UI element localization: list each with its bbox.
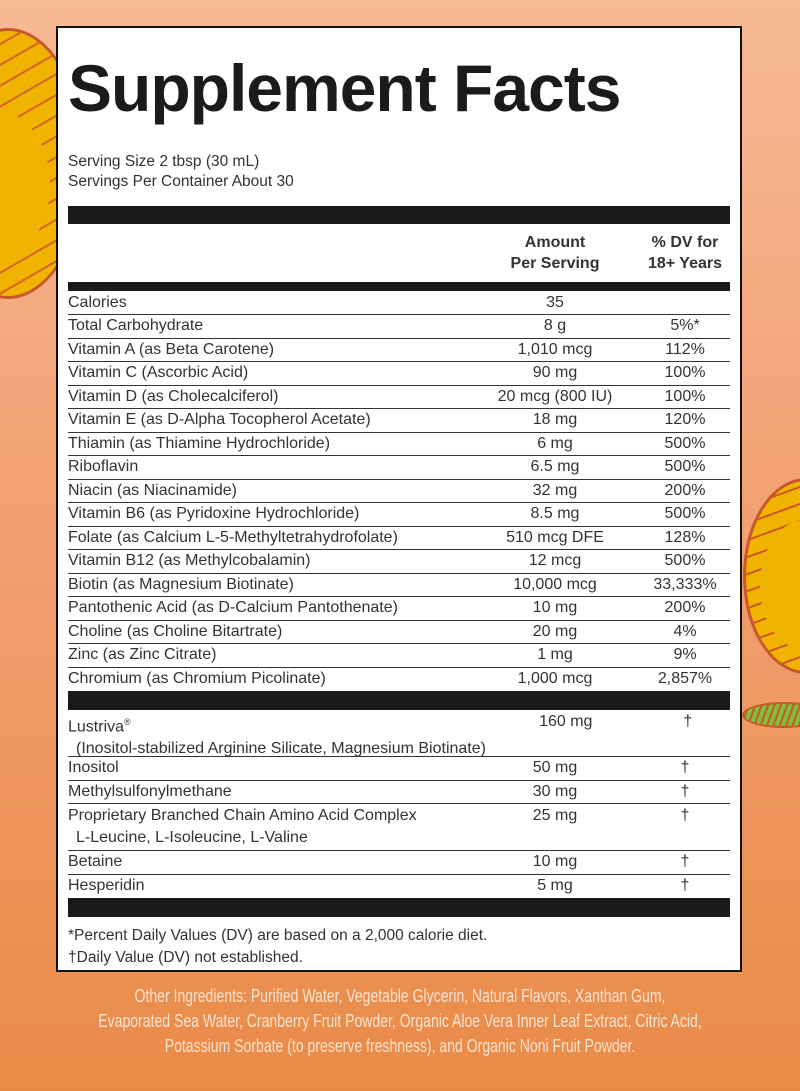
nutrient-dv: 500% xyxy=(664,552,706,570)
table-row xyxy=(68,851,730,875)
nutrient-amount: 12 mcg xyxy=(528,552,582,570)
nutrient-amount: 10,000 mcg xyxy=(513,575,597,593)
active-name: Hesperidin xyxy=(68,877,145,895)
active-dv: † xyxy=(680,782,690,800)
header-amount xyxy=(470,232,640,274)
active-dv: † xyxy=(683,713,693,730)
active-name xyxy=(68,711,486,760)
divider-section xyxy=(68,898,730,917)
table-row xyxy=(68,362,730,386)
table-row xyxy=(68,480,730,504)
nutrient-dv: 200% xyxy=(664,599,706,617)
active-amount: 160 mg xyxy=(539,713,593,730)
active-name xyxy=(68,805,470,849)
nutrient-amount: 510 mcg DFE xyxy=(506,528,604,546)
active-name-text: Lustriva xyxy=(68,718,125,736)
header-dv-line2: 18+ Years xyxy=(647,255,722,272)
nutrient-dv: 4% xyxy=(673,622,697,640)
nutrient-name: Chromium (as Chromium Picolinate) xyxy=(68,670,326,688)
nutrient-amount: 18 mg xyxy=(532,411,578,429)
nutrient-amount: 90 mg xyxy=(532,364,578,382)
nutrient-name: Total Carbohydrate xyxy=(68,317,204,335)
active-amount: 25 mg xyxy=(532,807,578,824)
nutrient-name: Zinc (as Zinc Citrate) xyxy=(68,646,217,664)
active-dv: † xyxy=(680,877,690,895)
nutrient-amount: 1 mg xyxy=(537,646,573,664)
other-ingredients xyxy=(0,984,800,1059)
active-dv: † xyxy=(680,759,690,777)
table-row xyxy=(68,574,730,598)
nutrient-name: Biotin (as Magnesium Biotinate) xyxy=(68,575,294,593)
table-row xyxy=(68,644,730,668)
table-row xyxy=(68,291,730,315)
nutrient-table xyxy=(68,291,730,691)
divider-medium xyxy=(68,282,730,291)
footnotes xyxy=(68,925,730,969)
table-row xyxy=(68,621,730,645)
footnote-dv-not-established: †Daily Value (DV) not established. xyxy=(68,949,303,966)
nutrient-amount: 1,000 mcg xyxy=(517,670,593,688)
nutrient-name: Choline (as Choline Bitartrate) xyxy=(68,622,283,640)
header-dv xyxy=(640,232,730,274)
nutrient-amount: 32 mg xyxy=(532,481,578,499)
nutrient-amount: 6 mg xyxy=(537,434,573,452)
nutrient-name: Vitamin B12 (as Methylcobalamin) xyxy=(68,552,311,570)
nutrient-dv: 33,333% xyxy=(653,575,717,593)
divider-section xyxy=(68,691,730,710)
other-ingredients-line: Evaporated Sea Water, Cranberry Fruit Powder, Organic Aloe Vera Inner Leaf Extract, Citric Acid, xyxy=(98,1011,702,1031)
active-name: Inositol xyxy=(68,759,119,777)
nutrient-amount: 20 mg xyxy=(532,622,578,640)
table-row xyxy=(68,597,730,621)
nutrient-dv: 112% xyxy=(665,340,705,358)
other-ingredients-text xyxy=(41,984,759,1059)
nutrient-dv: 500% xyxy=(664,505,706,523)
active-amount: 10 mg xyxy=(532,853,578,871)
panel-title: Supplement Facts xyxy=(68,51,621,125)
servings-per-container: Servings Per Container About 30 xyxy=(68,173,294,190)
divider-thick xyxy=(68,206,730,224)
nutrient-amount: 8 g xyxy=(543,317,567,335)
nutrient-name: Calories xyxy=(68,293,127,311)
active-name: Methylsulfonylmethane xyxy=(68,782,232,800)
header-amount-line2: Per Serving xyxy=(510,255,600,272)
nutrient-name: Vitamin B6 (as Pyridoxine Hydrochloride) xyxy=(68,505,360,523)
nutrient-dv: 100% xyxy=(664,364,706,382)
active-name-text: Proprietary Branched Chain Amino Acid Complex xyxy=(68,807,417,824)
column-header xyxy=(68,224,730,282)
nutrient-amount: 20 mcg (800 IU) xyxy=(497,387,613,405)
nutrient-amount: 8.5 mg xyxy=(530,505,580,523)
active-name: Betaine xyxy=(68,853,123,871)
nutrient-name: Riboflavin xyxy=(68,458,139,476)
table-row xyxy=(68,710,730,757)
nutrient-amount: 1,010 mcg xyxy=(517,340,593,358)
nutrient-name: Vitamin D (as Cholecalciferol) xyxy=(68,387,279,405)
active-amount: 50 mg xyxy=(532,759,578,777)
active-amount: 5 mg xyxy=(537,877,573,895)
nutrient-dv: 128% xyxy=(664,528,706,546)
nutrient-amount: 10 mg xyxy=(532,599,578,617)
table-row xyxy=(68,527,730,551)
nutrient-dv: 500% xyxy=(664,434,706,452)
active-sub: L-Leucine, L-Isoleucine, L-Valine xyxy=(76,829,308,846)
registered-mark: ® xyxy=(124,717,131,727)
nutrient-amount: 35 xyxy=(546,293,564,311)
active-dv: † xyxy=(680,807,690,824)
nutrient-name: Thiamin (as Thiamine Hydrochloride) xyxy=(68,434,331,452)
header-amount-line1: Amount xyxy=(524,234,586,251)
nutrient-name: Vitamin E (as D-Alpha Tocopherol Acetate) xyxy=(68,411,371,429)
table-row xyxy=(68,550,730,574)
active-amount: 30 mg xyxy=(532,782,578,800)
serving-size: Serving Size 2 tbsp (30 mL) xyxy=(68,153,260,170)
table-row xyxy=(68,339,730,363)
table-row xyxy=(68,781,730,805)
table-row xyxy=(68,804,730,851)
nutrient-dv: 200% xyxy=(664,481,706,499)
nutrient-dv: 120% xyxy=(664,411,706,429)
table-row xyxy=(68,668,730,692)
serving-info xyxy=(68,152,730,192)
nutrient-name: Pantothenic Acid (as D-Calcium Pantothenate) xyxy=(68,599,398,617)
nutrient-name: Vitamin C (Ascorbic Acid) xyxy=(68,364,249,382)
footnote-dv-basis: *Percent Daily Values (DV) are based on a 2,000 calorie diet. xyxy=(68,927,488,944)
supplement-facts-panel xyxy=(56,26,742,972)
nutrient-amount: 6.5 mg xyxy=(530,458,580,476)
leaf-illustration xyxy=(742,702,800,728)
table-row xyxy=(68,503,730,527)
active-sub: (Inositol-stabilized Arginine Silicate, Magnesium Biotinate) xyxy=(76,740,486,758)
table-row xyxy=(68,757,730,781)
table-row xyxy=(68,386,730,410)
table-row xyxy=(68,875,730,899)
nutrient-dv: 100% xyxy=(664,387,706,405)
nutrient-name: Niacin (as Niacinamide) xyxy=(68,481,237,499)
nutrient-name: Folate (as Calcium L-5-Methyltetrahydrofolate) xyxy=(68,528,398,546)
other-ingredients-line: Potassium Sorbate (to preserve freshness), and Organic Noni Fruit Powder. xyxy=(164,1036,636,1056)
table-row xyxy=(68,315,730,339)
other-actives-table xyxy=(68,710,730,898)
nutrient-dv: 9% xyxy=(673,646,697,664)
table-row xyxy=(68,456,730,480)
nutrient-name: Vitamin A (as Beta Carotene) xyxy=(68,340,275,358)
header-dv-line1: % DV for xyxy=(651,234,719,251)
table-row xyxy=(68,433,730,457)
table-row xyxy=(68,409,730,433)
nutrient-dv: 2,857% xyxy=(657,670,713,688)
other-ingredients-line: Other Ingredients: Purified Water, Vegetable Glycerin, Natural Flavors, Xanthan Gum, xyxy=(134,986,666,1006)
active-dv: † xyxy=(680,853,690,871)
nutrient-dv: 5%* xyxy=(670,317,700,335)
nutrient-dv: 500% xyxy=(664,458,706,476)
